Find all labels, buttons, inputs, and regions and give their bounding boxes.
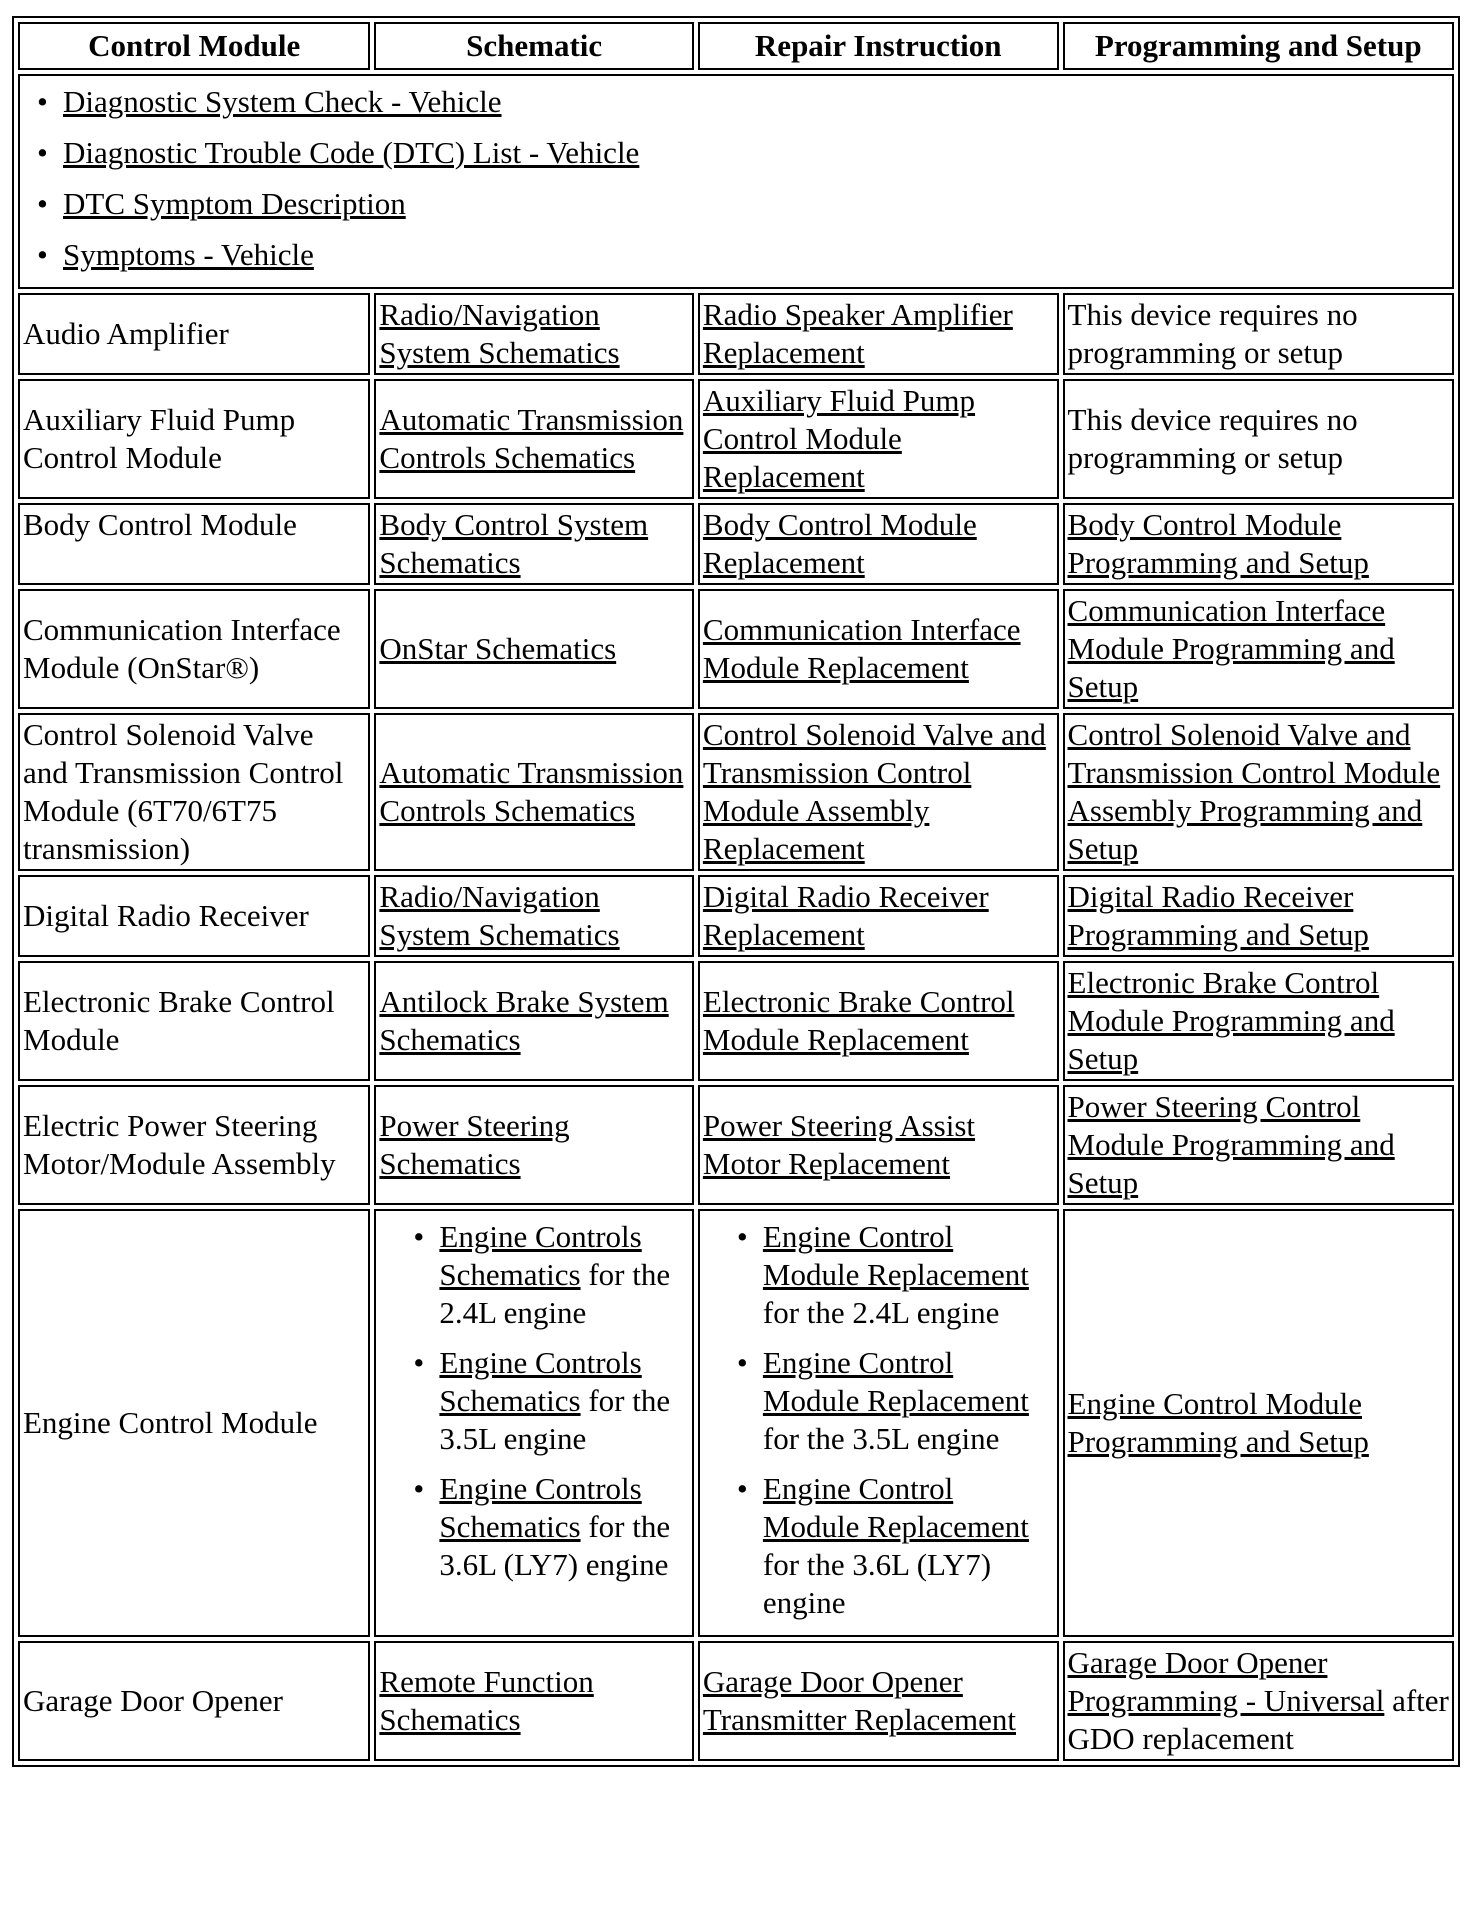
programming-cell	[1063, 713, 1454, 871]
schematic-link[interactable]: Automatic Transmission Controls Schematics	[379, 755, 684, 828]
header-programming-setup: Programming and Setup	[1063, 22, 1454, 70]
programming-link[interactable]: Garage Door Opener Programming - Universal	[1067, 1645, 1385, 1718]
schematic-link[interactable]: Antilock Brake System Schematics	[379, 984, 669, 1057]
engine-variant-text: for the 3.6L (LY7) engine	[439, 1509, 671, 1582]
list-item	[763, 1218, 1054, 1332]
schematic-cell	[374, 875, 694, 957]
programming-link[interactable]: Electronic Brake Control Module Programming and Setup	[1067, 965, 1395, 1076]
repair-cell	[698, 379, 1059, 499]
repair-cell	[698, 713, 1059, 871]
repair-cell	[698, 589, 1059, 709]
schematic-cell	[374, 503, 694, 585]
module-name: Electric Power Steering Motor/Module Assembly	[18, 1085, 370, 1205]
diagnostic-system-check-link[interactable]: Diagnostic System Check - Vehicle	[63, 84, 502, 119]
table-row	[18, 875, 1454, 957]
table-row	[18, 589, 1454, 709]
programming-cell	[1063, 1085, 1454, 1205]
module-name: Electronic Brake Control Module	[18, 961, 370, 1081]
repair-link[interactable]: Communication Interface Module Replacement	[702, 612, 1021, 685]
schematic-link[interactable]: Power Steering Schematics	[379, 1108, 570, 1181]
table-row-garage-door-opener	[18, 1641, 1454, 1761]
programming-link[interactable]: Power Steering Control Module Programming and Setup	[1067, 1089, 1395, 1200]
repair-link[interactable]: Auxiliary Fluid Pump Control Module Replacement	[702, 383, 976, 494]
list-item	[763, 1470, 1054, 1622]
programming-link[interactable]: Control Solenoid Valve and Transmission Control Module Assembly Programming and Setup	[1067, 717, 1441, 866]
programming-cell	[1063, 503, 1454, 585]
module-name: Digital Radio Receiver	[18, 875, 370, 957]
schematic-link[interactable]: Automatic Transmission Controls Schematics	[379, 402, 684, 475]
schematic-link[interactable]: Remote Function Schematics	[379, 1664, 594, 1737]
module-name: Engine Control Module	[18, 1209, 370, 1637]
schematic-link[interactable]: Engine Controls Schematics	[439, 1219, 642, 1292]
schematic-cell	[374, 1641, 694, 1761]
programming-link[interactable]: Communication Interface Module Programming and Setup	[1067, 593, 1395, 704]
schematic-cell	[374, 961, 694, 1081]
schematic-list	[379, 1218, 689, 1584]
repair-cell	[698, 503, 1059, 585]
repair-link[interactable]: Radio Speaker Amplifier Replacement	[702, 297, 1013, 370]
programming-cell	[1063, 1641, 1454, 1761]
list-item	[63, 235, 1449, 275]
repair-link[interactable]: Engine Control Module Replacement	[762, 1471, 1029, 1544]
repair-cell	[698, 1641, 1059, 1761]
header-control-module: Control Module	[18, 22, 370, 70]
header-repair-instruction: Repair Instruction	[698, 22, 1059, 70]
list-item	[63, 133, 1449, 173]
list-item	[763, 1344, 1054, 1458]
repair-link[interactable]: Electronic Brake Control Module Replacement	[702, 984, 1015, 1057]
schematic-cell	[374, 1085, 694, 1205]
dtc-list-link[interactable]: Diagnostic Trouble Code (DTC) List - Vehicle	[63, 135, 640, 170]
module-name: Body Control Module	[18, 503, 370, 585]
schematic-cell	[374, 293, 694, 375]
table-row	[18, 503, 1454, 585]
schematic-cell	[374, 1209, 694, 1637]
programming-link[interactable]: Body Control Module Programming and Setup	[1067, 507, 1369, 580]
general-links-cell	[18, 74, 1454, 289]
engine-variant-text: for the 3.6L (LY7) engine	[762, 1547, 992, 1620]
programming-cell	[1063, 589, 1454, 709]
table-row	[18, 379, 1454, 499]
general-links-row	[18, 74, 1454, 289]
table-row	[18, 713, 1454, 871]
module-name: Control Solenoid Valve and Transmission Control Module (6T70/6T75 transmission)	[18, 713, 370, 871]
module-name: Auxiliary Fluid Pump Control Module	[18, 379, 370, 499]
programming-cell	[1063, 1209, 1454, 1637]
repair-link[interactable]: Control Solenoid Valve and Transmission Control Module Assembly Replacement	[702, 717, 1046, 866]
engine-variant-text: for the 3.5L engine	[762, 1421, 1000, 1456]
module-name: Audio Amplifier	[18, 293, 370, 375]
table-row	[18, 293, 1454, 375]
programming-cell	[1063, 875, 1454, 957]
schematic-link[interactable]: Body Control System Schematics	[379, 507, 649, 580]
list-item	[439, 1344, 689, 1458]
engine-variant-text: for the 3.5L engine	[439, 1383, 671, 1456]
module-name: Garage Door Opener	[18, 1641, 370, 1761]
symptoms-vehicle-link[interactable]: Symptoms - Vehicle	[63, 237, 314, 272]
module-name: Communication Interface Module (OnStar®)	[18, 589, 370, 709]
schematic-link[interactable]: OnStar Schematics	[379, 631, 617, 666]
table-row	[18, 1085, 1454, 1205]
repair-cell	[698, 875, 1059, 957]
programming-link[interactable]: Digital Radio Receiver Programming and Setup	[1067, 879, 1369, 952]
repair-cell	[698, 1085, 1059, 1205]
repair-link[interactable]: Garage Door Opener Transmitter Replacement	[702, 1664, 1016, 1737]
schematic-link[interactable]: Engine Controls Schematics	[439, 1471, 642, 1544]
schematic-link[interactable]: Radio/Navigation System Schematics	[379, 879, 620, 952]
list-item	[63, 184, 1449, 224]
table-row-engine-control-module	[18, 1209, 1454, 1637]
repair-link[interactable]: Engine Control Module Replacement	[762, 1219, 1029, 1292]
control-module-table	[12, 16, 1460, 1767]
programming-cell	[1063, 961, 1454, 1081]
table-row	[18, 961, 1454, 1081]
repair-cell	[698, 293, 1059, 375]
programming-cell: This device requires no programming or setup	[1063, 293, 1454, 375]
schematic-cell	[374, 379, 694, 499]
general-links-list	[23, 82, 1449, 275]
header-row	[18, 22, 1454, 70]
engine-variant-text: for the 2.4L engine	[439, 1257, 671, 1330]
engine-variant-text: for the 2.4L engine	[762, 1295, 1000, 1330]
programming-note: after GDO replacement	[1067, 1683, 1449, 1756]
repair-cell	[698, 961, 1059, 1081]
repair-list	[703, 1218, 1054, 1622]
list-item	[439, 1470, 689, 1584]
repair-link[interactable]: Digital Radio Receiver Replacement	[702, 879, 989, 952]
schematic-link[interactable]: Radio/Navigation System Schematics	[379, 297, 620, 370]
repair-link[interactable]: Power Steering Assist Motor Replacement	[702, 1108, 976, 1181]
list-item	[439, 1218, 689, 1332]
programming-cell: This device requires no programming or setup	[1063, 379, 1454, 499]
dtc-symptom-description-link[interactable]: DTC Symptom Description	[63, 186, 406, 221]
schematic-cell	[374, 713, 694, 871]
programming-link[interactable]: Engine Control Module Programming and Setup	[1067, 1386, 1369, 1459]
repair-link[interactable]: Body Control Module Replacement	[702, 507, 977, 580]
schematic-cell	[374, 589, 694, 709]
repair-cell	[698, 1209, 1059, 1637]
list-item	[63, 82, 1449, 122]
repair-link[interactable]: Engine Control Module Replacement	[762, 1345, 1029, 1418]
schematic-link[interactable]: Engine Controls Schematics	[439, 1345, 642, 1418]
header-schematic: Schematic	[374, 22, 694, 70]
